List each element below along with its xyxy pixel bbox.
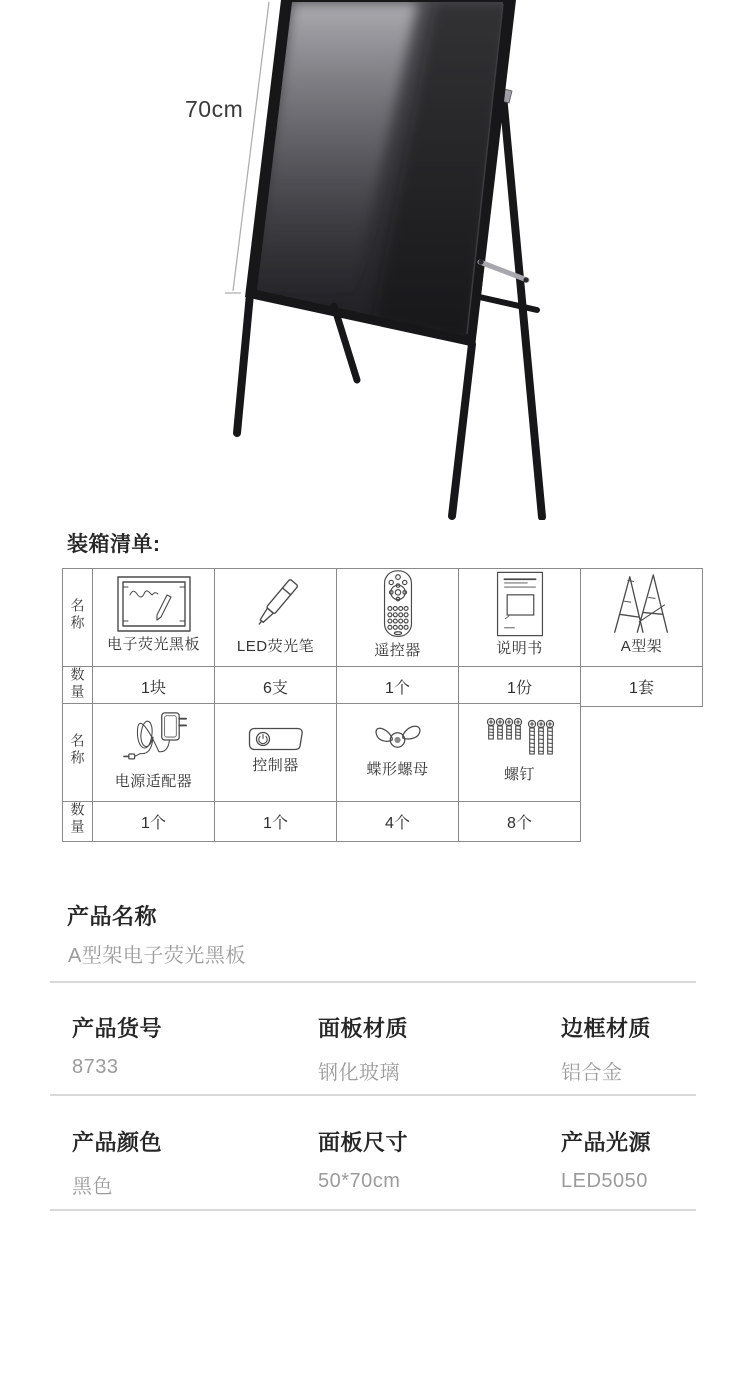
packing-table-bottom — [62, 703, 581, 842]
spec-label: 产品光源 — [561, 1130, 652, 1155]
packing-list-title: 装箱清单: — [67, 533, 161, 556]
name-row — [63, 569, 703, 667]
spec-label: 面板尺寸 — [318, 1130, 409, 1155]
item-cell-marker-pen — [215, 569, 337, 667]
screws-icon — [484, 715, 556, 763]
item-name: LED荧光笔 — [236, 638, 315, 655]
item-name: 控制器 — [252, 757, 299, 774]
item-name: 电源适配器 — [114, 773, 193, 790]
item-cell-remote — [337, 569, 459, 667]
item-name: 遥控器 — [374, 642, 421, 659]
item-qty: 1个 — [215, 802, 337, 842]
controller-icon — [247, 724, 305, 754]
spec-item-color — [72, 1126, 162, 1199]
spec-row-2 — [0, 1126, 750, 1206]
a-frame-icon — [605, 573, 679, 635]
spec-value: 50*70cm — [318, 1170, 401, 1192]
product-photo — [0, 0, 750, 520]
marker-pen-icon — [245, 573, 307, 635]
item-qty: 6支 — [215, 667, 337, 707]
item-name: 电子荧光黑板 — [106, 636, 200, 653]
spec-value: LED5050 — [561, 1170, 648, 1192]
spec-item-frame-material — [561, 1012, 651, 1085]
item-qty: 1个 — [337, 667, 459, 707]
item-cell-wing-nut — [337, 704, 459, 802]
dimension-label: 70cm — [185, 96, 244, 122]
spec-item-light-source — [561, 1126, 651, 1193]
item-qty: 1套 — [581, 667, 703, 707]
product-name-title: 产品名称 — [67, 904, 158, 929]
spec-row-1 — [0, 1012, 750, 1092]
spec-item-panel-size — [318, 1126, 408, 1193]
row-label-name: 名称 — [63, 569, 93, 667]
item-qty: 1块 — [93, 667, 215, 707]
item-name: 蝶形螺母 — [366, 761, 429, 778]
spec-label: 边框材质 — [561, 1016, 652, 1041]
item-qty: 4个 — [337, 802, 459, 842]
divider — [50, 1209, 696, 1211]
wing-nut-icon — [370, 720, 426, 758]
manual-icon — [496, 571, 544, 637]
blackboard-icon — [116, 575, 192, 633]
spec-label: 产品货号 — [72, 1016, 163, 1041]
power-adapter-icon — [121, 708, 187, 770]
divider — [50, 981, 696, 983]
spec-value: 黑色 — [72, 1176, 113, 1198]
row-label-qty: 数量 — [63, 802, 93, 842]
packing-table-top — [62, 568, 703, 707]
spec-item-sku — [72, 1012, 162, 1079]
row-label-qty: 数量 — [63, 667, 93, 707]
item-cell-manual — [459, 569, 581, 667]
item-name: 螺钉 — [503, 766, 535, 783]
spec-value: 钢化玻璃 — [318, 1062, 400, 1084]
remote-control-icon — [377, 569, 419, 639]
item-cell-blackboard — [93, 569, 215, 667]
name-row — [63, 704, 581, 802]
item-name: A型架 — [620, 638, 663, 655]
row-label-name: 名称 — [63, 704, 93, 802]
item-qty: 1个 — [93, 802, 215, 842]
spec-value: 铝合金 — [561, 1062, 623, 1084]
product-name-value: A型架电子荧光黑板 — [68, 945, 246, 967]
spec-label: 面板材质 — [318, 1016, 409, 1041]
item-qty: 1份 — [459, 667, 581, 707]
spec-value: 8733 — [72, 1056, 119, 1078]
qty-row — [63, 667, 703, 707]
item-qty: 8个 — [459, 802, 581, 842]
qty-row — [63, 802, 581, 842]
divider — [50, 1094, 696, 1096]
spec-label: 产品颜色 — [72, 1130, 163, 1155]
item-cell-controller — [215, 704, 337, 802]
item-cell-a-frame — [581, 569, 703, 667]
spec-item-panel-material — [318, 1012, 408, 1085]
item-cell-screws — [459, 704, 581, 802]
item-cell-power-adapter — [93, 704, 215, 802]
item-name: 说明书 — [496, 640, 543, 657]
